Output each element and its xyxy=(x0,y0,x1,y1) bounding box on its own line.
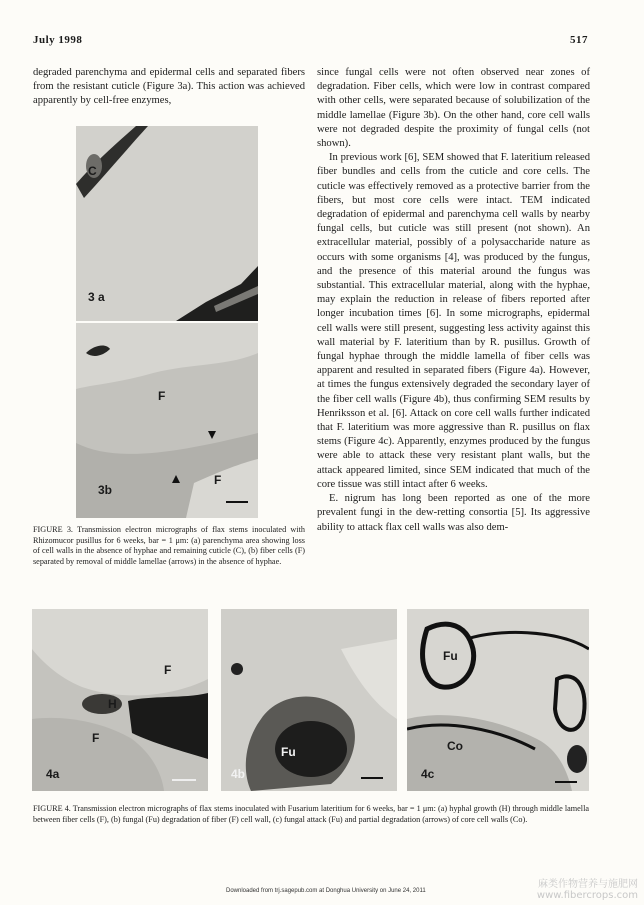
label-fiber-top: F xyxy=(164,663,172,677)
cell-wall-2 xyxy=(467,632,589,649)
arrow-1 xyxy=(208,431,216,439)
panel-label-4b: 4b xyxy=(231,767,246,781)
right-paragraph-2: In previous work [6], SEM showed that F. lateritium released fiber bundles and cells from the cuticle and core cells. The cuticle was effectively removed as a protective barrier from the fibers, but most core cells were intact. TEM indicated degradation of epidermal and parenchyma cell walls by nearby fungal cells, but cuticle was still present (not shown). An extracellular material, possibly of a polysaccharide nature as occurs with some organisms [4], was produced by the fungus, and the presence of this material around the fungus was substantial. This extracellular material, along with the hyphae, may explain the reduction in release of fibers reported after longer incubation times [6]. In some micrographs, epidermal cell walls were still present, suggesting less activity against this wall material by F. lateritium than by R. pusillus. Growth of fungal hyphae through the middle lamella of fiber cells was apparent and resulted in separated fibers (Figure 4a). However, at times the fungus extensively degraded the secondary layer of the fiber cell walls (Figure 4b), thus confirming SEM results by Henriksson et al. [6]. Attack on core cell walls further indicated that F. lateritium was more aggressive than R. pusillus on flax stems (Figure 4c). Apparently, enzymes produced by the fungus were able to attack these very resistant plant walls, but the attack appeared limited, since SEM indicated that much of the core tissue was still intact after 6 weeks. xyxy=(317,152,590,490)
scale-bar-4a xyxy=(172,779,196,781)
label-fungus-4b: Fu xyxy=(281,745,296,759)
scale-bar-3b xyxy=(226,501,248,503)
debris-1 xyxy=(231,663,243,675)
figure-3b-micrograph xyxy=(76,323,258,518)
figure-4b-image xyxy=(221,609,397,791)
label-fiber-lower: F xyxy=(214,473,222,487)
label-cuticle: C xyxy=(88,164,97,178)
left-paragraph: degraded parenchyma and epidermal cells and separated fibers from the resistant cuticle (Figure 3a). This action was achieved apparently by cell-free enzymes, xyxy=(33,67,305,107)
figure-4 xyxy=(28,607,592,795)
panel-label-4a: 4a xyxy=(46,767,60,781)
cell-wall-3 xyxy=(555,676,585,730)
label-fiber-bottom: F xyxy=(92,731,100,745)
watermark-line-1: 麻类作物营养与施肥网 xyxy=(538,879,638,890)
right-paragraph-1: since fungal cells were not often observed near zones of degradation. Fiber cells, which were low in contrast compared with other cells, were separated because of solubilization of the middle lamellae (Figure 3b). On the other hand, core cell walls were not degraded despite the proximity of fungal cells (not shown). xyxy=(317,67,590,150)
light-region xyxy=(341,639,397,719)
panel-label-4c: 4c xyxy=(421,767,435,781)
fiber-cell-top xyxy=(32,609,208,695)
label-hypha: H xyxy=(108,697,117,711)
page-number: 517 xyxy=(570,34,588,46)
label-fiber-upper: F xyxy=(158,389,166,403)
figure-4-caption: FIGURE 4. Transmission electron micrographs of flax stems inoculated with Fusarium lateritium for 6 weeks, bar = 1 μm: (a) hyphal growth (H) through middle lamella between fiber cells (F), (b) fungal (Fu) degradation of fiber (F) cell wall, (c) fungal attack (Fu) and partial degradation (arrows) of core cell walls (Co). xyxy=(33,804,589,824)
figure-4c-image xyxy=(407,609,589,791)
running-head-date: July 1998 xyxy=(33,34,83,46)
right-column-text xyxy=(317,66,590,535)
watermark-line-2: www.fibercrops.com xyxy=(536,890,638,901)
right-paragraph-3: E. nigrum has long been reported as one of the more prevalent fungi in the dew-retting consortia [5]. Its aggressive ability to attack flax cell walls was also dem- xyxy=(317,493,590,533)
figure-4a-micrograph xyxy=(32,609,208,791)
figure-3 xyxy=(76,126,258,518)
figure-4c-micrograph xyxy=(407,609,589,791)
fungal-cell xyxy=(567,745,587,773)
watermark xyxy=(500,875,638,901)
figure-3-caption: FIGURE 3. Transmission electron micrographs of flax stems inoculated with Rhizomucor pusillus for 6 weeks, bar = 1 μm: (a) parenchyma area showing loss of cell walls in the absence of hyphae and remaining cuticle (C), (b) fiber cells (F) separated by removal of middle lamellae (arrows) in the absence of hyphae. xyxy=(33,525,305,566)
label-core-cell: Co xyxy=(447,739,463,753)
left-column-text xyxy=(33,66,305,109)
scale-bar-4c xyxy=(555,781,577,783)
figure-3a-micrograph xyxy=(76,126,258,321)
label-fungus-4c: Fu xyxy=(443,649,458,663)
panel-label-3a: 3 a xyxy=(88,290,105,304)
download-note: Downloaded from trj.sagepub.com at Donghua University on June 24, 2011 xyxy=(226,888,426,894)
figure-4a-image xyxy=(32,609,208,791)
figure-4b-micrograph xyxy=(221,609,397,791)
upper-tissue xyxy=(76,323,258,389)
panel-label-3b: 3b xyxy=(98,483,113,497)
scale-bar-4b xyxy=(361,777,383,779)
